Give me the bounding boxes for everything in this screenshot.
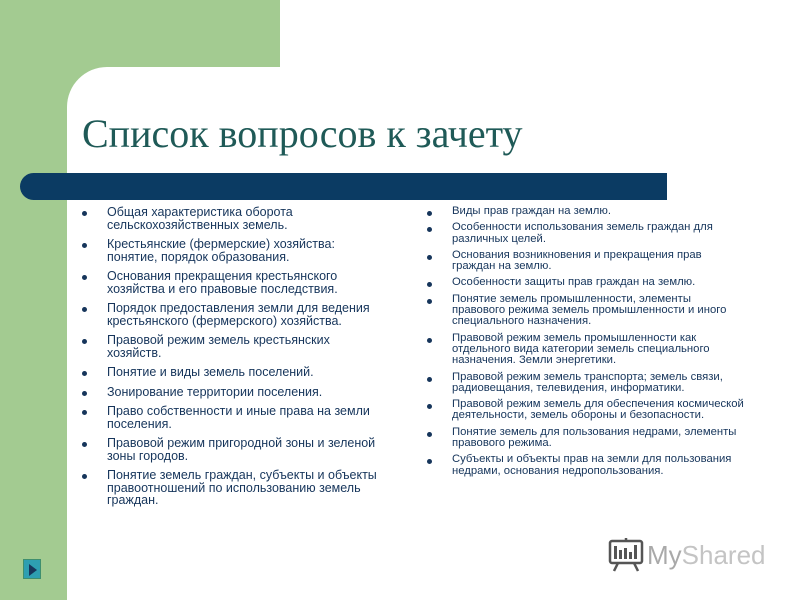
list-item xyxy=(423,372,745,395)
list-item-text: Субъекты и объекты прав на земли для пользования недрами, основания недропользования. xyxy=(452,453,732,477)
bullet-icon xyxy=(82,211,87,216)
logo-text-my: My xyxy=(647,539,682,570)
bullet-icon xyxy=(82,307,87,312)
list-item xyxy=(78,238,383,263)
list-item-text: Правовой режим земель крестьянских хозяйств. xyxy=(107,333,330,360)
bullet-icon xyxy=(82,391,87,396)
myshared-logo xyxy=(608,535,766,575)
bullet-icon xyxy=(427,377,432,382)
presentation-board-icon xyxy=(608,537,644,573)
list-item xyxy=(423,206,745,217)
list-item-text: Особенности использования земель граждан для различных целей. xyxy=(452,221,713,245)
list-item-text: Правовой режим земель для обеспечения космической деятельности, земель обороны и безопасности. xyxy=(452,398,744,422)
list-item-text: Общая характеристика оборота сельскохозяйственных земель. xyxy=(107,205,293,232)
bullet-icon xyxy=(82,474,87,479)
right-question-list xyxy=(423,206,745,482)
list-item xyxy=(423,454,745,477)
bullet-icon xyxy=(427,211,432,216)
bullet-icon xyxy=(427,299,432,304)
list-item-text: Понятие и виды земель поселений. xyxy=(107,365,314,379)
bullet-icon xyxy=(82,410,87,415)
list-item xyxy=(78,386,383,399)
bullet-icon xyxy=(427,227,432,232)
list-item-text: Понятие земель для пользования недрами, элементы правового режима. xyxy=(452,425,737,450)
list-item xyxy=(423,427,745,450)
bullet-icon xyxy=(427,432,432,437)
list-item-text: Правовой режим земель промышленности как отдельного вида категории земель специального назначения. Земли энергетики. xyxy=(452,331,710,367)
list-item-text: Зонирование территории поселения. xyxy=(107,384,323,399)
list-item-text: Правовой режим пригородной зоны и зеленой зоны городов. xyxy=(107,436,376,463)
logo-text xyxy=(647,540,766,571)
list-item xyxy=(423,222,745,245)
list-item xyxy=(78,270,383,295)
list-item xyxy=(78,405,383,430)
list-item-text: Крестьянские (фермерские) хозяйства: понятие, порядок образования. xyxy=(107,237,335,264)
bullet-icon xyxy=(427,338,432,343)
next-slide-button[interactable] xyxy=(23,559,41,579)
bullet-icon xyxy=(427,459,432,464)
slide-title: Список вопросов к зачету xyxy=(82,111,523,156)
list-item xyxy=(78,437,383,462)
list-item-text: Понятие земель граждан, субъекты и объекты правоотношений по использованию земель граждан. xyxy=(107,468,377,507)
bullet-icon xyxy=(82,371,87,376)
list-item xyxy=(78,334,383,359)
list-item xyxy=(78,302,383,327)
list-item-text: Виды прав граждан на землю. xyxy=(452,205,611,217)
list-item xyxy=(423,277,745,288)
bullet-icon xyxy=(82,339,87,344)
list-item xyxy=(423,399,745,422)
list-item-text: Право собственности и иные права на земли поселения. xyxy=(107,404,370,431)
bullet-icon xyxy=(427,282,432,287)
list-item-text: Понятие земель промышленности, элементы правового режима земель промышленности и иного специального назначения. xyxy=(452,292,727,328)
list-item xyxy=(78,366,383,379)
left-question-list xyxy=(78,206,383,514)
list-item-text: Основания возникновения и прекращения прав граждан на землю. xyxy=(452,248,702,273)
list-item-text: Порядок предоставления земли для ведения крестьянского (фермерского) хозяйства. xyxy=(107,301,370,328)
list-item xyxy=(78,206,383,231)
list-item-text: Основания прекращения крестьянского хозяйства и его правовые последствия. xyxy=(107,269,338,296)
bullet-icon xyxy=(82,442,87,447)
list-item xyxy=(423,333,745,367)
bullet-icon xyxy=(82,275,87,280)
bullet-icon xyxy=(427,255,432,260)
list-item xyxy=(423,294,745,328)
title-underline-bar xyxy=(20,173,667,200)
bullet-icon xyxy=(82,243,87,248)
logo-text-shared: Shared xyxy=(681,539,766,570)
list-item xyxy=(423,250,745,273)
list-item xyxy=(78,469,383,507)
list-item-text: Правовой режим земель транспорта; земель связи, радиовещания, телевидения, информатики. xyxy=(452,370,723,394)
list-item-text: Особенности защиты прав граждан на землю. xyxy=(452,276,696,289)
bullet-icon xyxy=(427,404,432,409)
